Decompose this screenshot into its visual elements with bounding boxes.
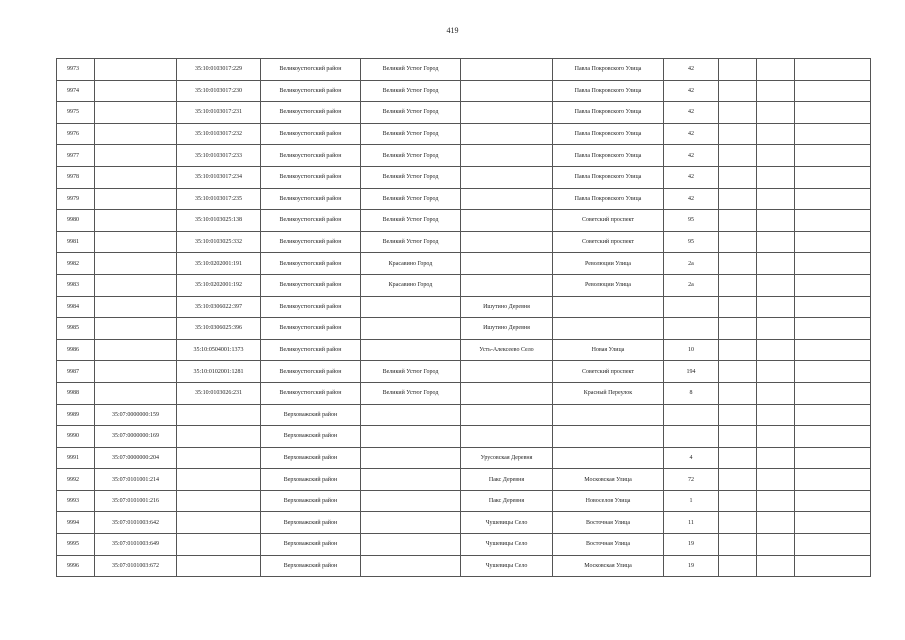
cell-house-number: 10 bbox=[664, 339, 719, 361]
cell-extra-3 bbox=[795, 318, 871, 340]
cell-extra-3 bbox=[795, 339, 871, 361]
cell-district: Великоустюгский район bbox=[261, 296, 361, 318]
cell-city: Великий Устюг Город bbox=[361, 102, 461, 124]
cell-district: Великоустюгский район bbox=[261, 102, 361, 124]
cell-city: Великий Устюг Город bbox=[361, 166, 461, 188]
cell-settlement: Усть-Алексеево Село bbox=[461, 339, 553, 361]
cell-settlement: Пакс Деревня bbox=[461, 469, 553, 491]
cell-cadastral-number-a bbox=[95, 361, 177, 383]
cell-settlement: Чушевицы Село bbox=[461, 534, 553, 556]
cell-cadastral-number-a bbox=[95, 59, 177, 81]
cell-extra-1 bbox=[719, 231, 757, 253]
cell-row-number: 9986 bbox=[57, 339, 95, 361]
cell-extra-2 bbox=[757, 426, 795, 448]
table-row bbox=[57, 555, 871, 577]
cell-cadastral-number-b bbox=[177, 426, 261, 448]
cell-cadastral-number-a bbox=[95, 80, 177, 102]
cell-extra-1 bbox=[719, 253, 757, 275]
cell-house-number: 2а bbox=[664, 274, 719, 296]
cell-district: Верховажский район bbox=[261, 404, 361, 426]
cell-cadastral-number-a bbox=[95, 296, 177, 318]
cell-row-number: 9996 bbox=[57, 555, 95, 577]
cell-extra-2 bbox=[757, 123, 795, 145]
registry-body bbox=[57, 59, 871, 577]
cell-row-number: 9983 bbox=[57, 274, 95, 296]
cell-row-number: 9994 bbox=[57, 512, 95, 534]
cell-cadastral-number-b: 35:10:0103017:230 bbox=[177, 80, 261, 102]
cell-house-number: 95 bbox=[664, 210, 719, 232]
cell-extra-2 bbox=[757, 555, 795, 577]
cell-settlement bbox=[461, 59, 553, 81]
cell-extra-3 bbox=[795, 59, 871, 81]
cell-extra-1 bbox=[719, 490, 757, 512]
cell-extra-2 bbox=[757, 80, 795, 102]
cell-city: Великий Устюг Город bbox=[361, 231, 461, 253]
cell-house-number: 19 bbox=[664, 534, 719, 556]
cell-street: Павла Покровского Улица bbox=[553, 166, 664, 188]
cell-extra-1 bbox=[719, 318, 757, 340]
cell-extra-1 bbox=[719, 188, 757, 210]
cell-extra-1 bbox=[719, 426, 757, 448]
cell-row-number: 9980 bbox=[57, 210, 95, 232]
cell-cadastral-number-a: 35:07:0101001:214 bbox=[95, 469, 177, 491]
cell-street: Московская Улица bbox=[553, 555, 664, 577]
cell-city: Красавино Город bbox=[361, 253, 461, 275]
cell-cadastral-number-b bbox=[177, 490, 261, 512]
cell-district: Верховажский район bbox=[261, 469, 361, 491]
cell-extra-2 bbox=[757, 447, 795, 469]
cell-house-number bbox=[664, 318, 719, 340]
cell-district: Верховажский район bbox=[261, 447, 361, 469]
cell-cadastral-number-a bbox=[95, 210, 177, 232]
cell-extra-2 bbox=[757, 253, 795, 275]
cell-extra-3 bbox=[795, 469, 871, 491]
cell-extra-3 bbox=[795, 145, 871, 167]
cell-extra-1 bbox=[719, 469, 757, 491]
cell-row-number: 9982 bbox=[57, 253, 95, 275]
cell-district: Великоустюгский район bbox=[261, 231, 361, 253]
cell-cadastral-number-a bbox=[95, 231, 177, 253]
cell-district: Великоустюгский район bbox=[261, 318, 361, 340]
cell-city: Великий Устюг Город bbox=[361, 145, 461, 167]
table-row bbox=[57, 490, 871, 512]
cell-cadastral-number-a bbox=[95, 382, 177, 404]
cell-extra-3 bbox=[795, 296, 871, 318]
table-row bbox=[57, 512, 871, 534]
cell-house-number: 11 bbox=[664, 512, 719, 534]
cell-cadastral-number-b: 35:10:0103026:231 bbox=[177, 382, 261, 404]
cell-district: Великоустюгский район bbox=[261, 274, 361, 296]
cell-extra-3 bbox=[795, 426, 871, 448]
cell-cadastral-number-b bbox=[177, 447, 261, 469]
cell-settlement bbox=[461, 426, 553, 448]
cell-district: Великоустюгский район bbox=[261, 59, 361, 81]
cell-street bbox=[553, 426, 664, 448]
cell-row-number: 9988 bbox=[57, 382, 95, 404]
cell-cadastral-number-a: 35:07:0101001:216 bbox=[95, 490, 177, 512]
cell-street: Павла Покровского Улица bbox=[553, 145, 664, 167]
cell-row-number: 9989 bbox=[57, 404, 95, 426]
cell-settlement: Чушевицы Село bbox=[461, 512, 553, 534]
cell-cadastral-number-a bbox=[95, 253, 177, 275]
cell-cadastral-number-b: 35:10:0202001:191 bbox=[177, 253, 261, 275]
cell-extra-3 bbox=[795, 210, 871, 232]
table-row bbox=[57, 59, 871, 81]
cell-city bbox=[361, 555, 461, 577]
cell-street: Советский проспект bbox=[553, 361, 664, 383]
cell-district: Верховажский район bbox=[261, 555, 361, 577]
cell-settlement bbox=[461, 123, 553, 145]
cell-cadastral-number-b: 35:10:0103025:138 bbox=[177, 210, 261, 232]
cell-cadastral-number-b: 35:10:0102001:1281 bbox=[177, 361, 261, 383]
cell-street: Новая Улица bbox=[553, 339, 664, 361]
table-row bbox=[57, 426, 871, 448]
cell-row-number: 9976 bbox=[57, 123, 95, 145]
cell-extra-2 bbox=[757, 296, 795, 318]
cell-cadastral-number-a bbox=[95, 339, 177, 361]
cell-settlement: Пакс Деревня bbox=[461, 490, 553, 512]
cell-cadastral-number-a bbox=[95, 274, 177, 296]
cell-house-number: 1 bbox=[664, 490, 719, 512]
cell-extra-2 bbox=[757, 534, 795, 556]
cell-cadastral-number-a: 35:07:0101003:649 bbox=[95, 534, 177, 556]
cell-extra-3 bbox=[795, 231, 871, 253]
cell-city bbox=[361, 534, 461, 556]
cell-city: Великий Устюг Город bbox=[361, 210, 461, 232]
cell-city: Великий Устюг Город bbox=[361, 123, 461, 145]
cell-row-number: 9990 bbox=[57, 426, 95, 448]
cell-city: Великий Устюг Город bbox=[361, 361, 461, 383]
cell-street bbox=[553, 404, 664, 426]
cell-district: Верховажский район bbox=[261, 534, 361, 556]
cell-settlement bbox=[461, 80, 553, 102]
cell-extra-2 bbox=[757, 102, 795, 124]
cell-cadastral-number-b: 35:10:0103017:234 bbox=[177, 166, 261, 188]
cell-cadastral-number-a bbox=[95, 145, 177, 167]
cell-city: Великий Устюг Город bbox=[361, 80, 461, 102]
cell-extra-1 bbox=[719, 102, 757, 124]
cell-settlement bbox=[461, 166, 553, 188]
cell-house-number: 2а bbox=[664, 253, 719, 275]
cell-row-number: 9979 bbox=[57, 188, 95, 210]
cell-cadastral-number-a: 35:07:0101003:642 bbox=[95, 512, 177, 534]
cell-extra-2 bbox=[757, 274, 795, 296]
cell-street: Павла Покровского Улица bbox=[553, 102, 664, 124]
cell-extra-1 bbox=[719, 123, 757, 145]
cell-extra-1 bbox=[719, 210, 757, 232]
cell-extra-3 bbox=[795, 253, 871, 275]
cell-cadastral-number-a: 35:07:0101003:672 bbox=[95, 555, 177, 577]
cell-city: Великий Устюг Город bbox=[361, 382, 461, 404]
cell-house-number: 42 bbox=[664, 188, 719, 210]
cell-extra-1 bbox=[719, 339, 757, 361]
cell-extra-1 bbox=[719, 512, 757, 534]
cell-cadastral-number-b: 35:10:0103017:231 bbox=[177, 102, 261, 124]
cell-street: Павла Покровского Улица bbox=[553, 123, 664, 145]
cell-house-number: 194 bbox=[664, 361, 719, 383]
cell-cadastral-number-a bbox=[95, 188, 177, 210]
cell-extra-2 bbox=[757, 231, 795, 253]
table-row bbox=[57, 339, 871, 361]
cell-cadastral-number-a: 35:07:0000000:159 bbox=[95, 404, 177, 426]
cell-cadastral-number-a bbox=[95, 318, 177, 340]
cell-settlement bbox=[461, 361, 553, 383]
cell-street: Советский проспект bbox=[553, 231, 664, 253]
cell-row-number: 9975 bbox=[57, 102, 95, 124]
cell-extra-3 bbox=[795, 555, 871, 577]
cell-extra-3 bbox=[795, 274, 871, 296]
table-row bbox=[57, 274, 871, 296]
cell-cadastral-number-a bbox=[95, 166, 177, 188]
cell-district: Великоустюгский район bbox=[261, 361, 361, 383]
cell-extra-3 bbox=[795, 404, 871, 426]
cell-extra-1 bbox=[719, 534, 757, 556]
cell-cadastral-number-b bbox=[177, 404, 261, 426]
table-row bbox=[57, 210, 871, 232]
cell-district: Верховажский район bbox=[261, 426, 361, 448]
cell-house-number: 8 bbox=[664, 382, 719, 404]
cell-row-number: 9984 bbox=[57, 296, 95, 318]
cell-district: Великоустюгский район bbox=[261, 80, 361, 102]
cell-house-number bbox=[664, 404, 719, 426]
cell-settlement bbox=[461, 253, 553, 275]
cell-extra-2 bbox=[757, 188, 795, 210]
cell-house-number: 42 bbox=[664, 145, 719, 167]
cell-settlement: Урусовская Деревня bbox=[461, 447, 553, 469]
cell-settlement: Ишутино Деревня bbox=[461, 296, 553, 318]
cell-settlement bbox=[461, 382, 553, 404]
cell-street bbox=[553, 296, 664, 318]
cell-city bbox=[361, 512, 461, 534]
cell-cadastral-number-a: 35:07:0000000:169 bbox=[95, 426, 177, 448]
cell-house-number: 72 bbox=[664, 469, 719, 491]
table-row bbox=[57, 382, 871, 404]
table-row bbox=[57, 80, 871, 102]
cell-extra-1 bbox=[719, 404, 757, 426]
cell-city bbox=[361, 318, 461, 340]
cell-street: Павла Покровского Улица bbox=[553, 59, 664, 81]
cell-extra-3 bbox=[795, 102, 871, 124]
table-row bbox=[57, 361, 871, 383]
cell-street: Восточная Улица bbox=[553, 512, 664, 534]
cell-district: Верховажский район bbox=[261, 490, 361, 512]
cell-extra-3 bbox=[795, 123, 871, 145]
cell-house-number: 42 bbox=[664, 80, 719, 102]
cell-row-number: 9981 bbox=[57, 231, 95, 253]
cell-extra-1 bbox=[719, 361, 757, 383]
cell-extra-2 bbox=[757, 469, 795, 491]
cell-row-number: 9995 bbox=[57, 534, 95, 556]
cell-street: Восточная Улица bbox=[553, 534, 664, 556]
table-row bbox=[57, 404, 871, 426]
cell-house-number: 95 bbox=[664, 231, 719, 253]
cell-district: Великоустюгский район bbox=[261, 339, 361, 361]
cell-district: Великоустюгский район bbox=[261, 166, 361, 188]
cell-district: Великоустюгский район bbox=[261, 382, 361, 404]
cell-house-number: 42 bbox=[664, 102, 719, 124]
cell-cadastral-number-b: 35:10:0103017:229 bbox=[177, 59, 261, 81]
cell-street: Революции Улица bbox=[553, 274, 664, 296]
cell-settlement: Чушевицы Село bbox=[461, 555, 553, 577]
cell-extra-1 bbox=[719, 296, 757, 318]
cell-house-number bbox=[664, 426, 719, 448]
cell-street: Революции Улица bbox=[553, 253, 664, 275]
cell-district: Великоустюгский район bbox=[261, 123, 361, 145]
cell-settlement bbox=[461, 210, 553, 232]
cell-settlement bbox=[461, 274, 553, 296]
cell-cadastral-number-b: 35:10:0306025:396 bbox=[177, 318, 261, 340]
cell-cadastral-number-b: 35:10:0103017:232 bbox=[177, 123, 261, 145]
cell-district: Верховажский район bbox=[261, 512, 361, 534]
cell-extra-2 bbox=[757, 145, 795, 167]
cell-street bbox=[553, 318, 664, 340]
cell-extra-2 bbox=[757, 404, 795, 426]
cell-row-number: 9991 bbox=[57, 447, 95, 469]
cell-extra-2 bbox=[757, 382, 795, 404]
cell-extra-3 bbox=[795, 188, 871, 210]
cell-row-number: 9987 bbox=[57, 361, 95, 383]
cell-cadastral-number-b bbox=[177, 512, 261, 534]
cell-street: Красный Переулок bbox=[553, 382, 664, 404]
cell-extra-3 bbox=[795, 447, 871, 469]
cell-cadastral-number-b bbox=[177, 555, 261, 577]
cell-cadastral-number-a bbox=[95, 123, 177, 145]
table-row bbox=[57, 318, 871, 340]
cell-city bbox=[361, 469, 461, 491]
cell-house-number: 42 bbox=[664, 59, 719, 81]
cell-settlement: Ишутино Деревня bbox=[461, 318, 553, 340]
table-row bbox=[57, 166, 871, 188]
cell-extra-1 bbox=[719, 382, 757, 404]
cell-extra-3 bbox=[795, 361, 871, 383]
cell-extra-3 bbox=[795, 512, 871, 534]
cell-extra-2 bbox=[757, 361, 795, 383]
cell-street: Новоселов Улица bbox=[553, 490, 664, 512]
cell-row-number: 9973 bbox=[57, 59, 95, 81]
table-row bbox=[57, 253, 871, 275]
cell-house-number bbox=[664, 296, 719, 318]
cell-district: Великоустюгский район bbox=[261, 210, 361, 232]
page-number: 419 bbox=[446, 26, 459, 35]
cell-settlement bbox=[461, 188, 553, 210]
table-row bbox=[57, 188, 871, 210]
cell-city bbox=[361, 296, 461, 318]
cell-row-number: 9974 bbox=[57, 80, 95, 102]
cell-extra-3 bbox=[795, 490, 871, 512]
cell-extra-3 bbox=[795, 534, 871, 556]
cell-city bbox=[361, 404, 461, 426]
cell-extra-2 bbox=[757, 512, 795, 534]
cell-settlement bbox=[461, 102, 553, 124]
table-row bbox=[57, 102, 871, 124]
cell-cadastral-number-b bbox=[177, 534, 261, 556]
cell-settlement bbox=[461, 231, 553, 253]
cell-city: Великий Устюг Город bbox=[361, 59, 461, 81]
table-row bbox=[57, 145, 871, 167]
cell-extra-1 bbox=[719, 274, 757, 296]
cell-district: Великоустюгский район bbox=[261, 188, 361, 210]
cell-house-number: 4 bbox=[664, 447, 719, 469]
cell-city: Красавино Город bbox=[361, 274, 461, 296]
cell-house-number: 19 bbox=[664, 555, 719, 577]
cell-extra-1 bbox=[719, 59, 757, 81]
cell-extra-1 bbox=[719, 145, 757, 167]
cell-row-number: 9993 bbox=[57, 490, 95, 512]
cell-street: Павла Покровского Улица bbox=[553, 188, 664, 210]
cell-extra-2 bbox=[757, 59, 795, 81]
cell-street: Павла Покровского Улица bbox=[553, 80, 664, 102]
cell-extra-3 bbox=[795, 166, 871, 188]
cell-cadastral-number-a: 35:07:0000000:204 bbox=[95, 447, 177, 469]
cell-district: Великоустюгский район bbox=[261, 253, 361, 275]
cell-cadastral-number-b: 35:10:0103017:235 bbox=[177, 188, 261, 210]
registry-table bbox=[56, 58, 871, 577]
cell-cadastral-number-b bbox=[177, 469, 261, 491]
table-row bbox=[57, 469, 871, 491]
cell-extra-2 bbox=[757, 490, 795, 512]
cell-extra-2 bbox=[757, 339, 795, 361]
cell-extra-2 bbox=[757, 210, 795, 232]
cell-cadastral-number-b: 35:10:0103025:332 bbox=[177, 231, 261, 253]
cell-street bbox=[553, 447, 664, 469]
cell-cadastral-number-b: 35:10:0504001:1373 bbox=[177, 339, 261, 361]
cell-extra-3 bbox=[795, 382, 871, 404]
cell-city bbox=[361, 447, 461, 469]
cell-extra-1 bbox=[719, 447, 757, 469]
cell-city bbox=[361, 490, 461, 512]
table-row bbox=[57, 296, 871, 318]
cell-row-number: 9992 bbox=[57, 469, 95, 491]
cell-street: Советский проспект bbox=[553, 210, 664, 232]
cell-extra-1 bbox=[719, 555, 757, 577]
cell-street: Московская Улица bbox=[553, 469, 664, 491]
cell-city: Великий Устюг Город bbox=[361, 188, 461, 210]
cell-extra-1 bbox=[719, 80, 757, 102]
cell-city bbox=[361, 339, 461, 361]
cell-row-number: 9985 bbox=[57, 318, 95, 340]
table-row bbox=[57, 534, 871, 556]
cell-row-number: 9978 bbox=[57, 166, 95, 188]
cell-cadastral-number-a bbox=[95, 102, 177, 124]
table-row bbox=[57, 123, 871, 145]
cell-district: Великоустюгский район bbox=[261, 145, 361, 167]
cell-extra-2 bbox=[757, 166, 795, 188]
cell-cadastral-number-b: 35:10:0306022:397 bbox=[177, 296, 261, 318]
table-row bbox=[57, 447, 871, 469]
cell-cadastral-number-b: 35:10:0103017:233 bbox=[177, 145, 261, 167]
cell-cadastral-number-b: 35:10:0202001:192 bbox=[177, 274, 261, 296]
table-row bbox=[57, 231, 871, 253]
cell-row-number: 9977 bbox=[57, 145, 95, 167]
cell-extra-1 bbox=[719, 166, 757, 188]
cell-extra-3 bbox=[795, 80, 871, 102]
cell-extra-2 bbox=[757, 318, 795, 340]
cell-settlement bbox=[461, 404, 553, 426]
cell-settlement bbox=[461, 145, 553, 167]
cell-city bbox=[361, 426, 461, 448]
cell-house-number: 42 bbox=[664, 166, 719, 188]
cell-house-number: 42 bbox=[664, 123, 719, 145]
